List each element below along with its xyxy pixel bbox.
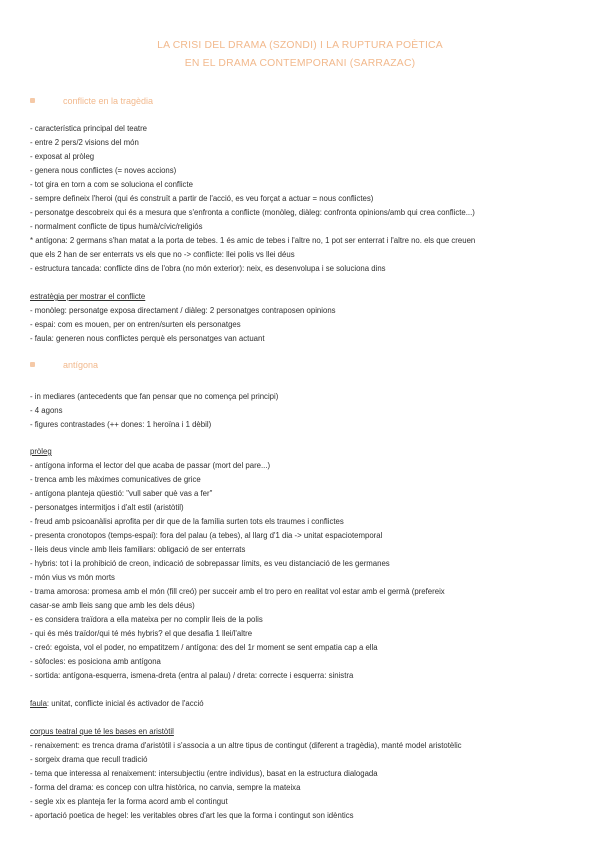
text-line: - sempre defineix l'heroi (qui és construït a partir de l'acció, es veu forçat a actuar = nous conflictes): [30, 194, 374, 203]
text-line: - entre 2 pers/2 visions del món: [30, 138, 139, 147]
square-bullet-icon: [30, 362, 35, 367]
text-line: - genera nous conflictes (= noves accions): [30, 166, 177, 175]
text-line: - segle xix es planteja fer la forma acord amb el contingut: [30, 797, 228, 806]
text-line: - forma del drama: es concep con ultra històrica, no canvia, sempre la mateixa: [30, 783, 301, 792]
text-line: - tot gira en torn a com se soluciona el conflicte: [30, 180, 193, 189]
text-line: - aportació poetica de hegel: les veritables obres d'art les que la forma i contingut son idèntics: [30, 811, 354, 820]
faula-label: faula: [30, 699, 47, 708]
text-line: - freud amb psicoanàlisi aprofita per dir que de la família surten tots els traumes i conflictes: [30, 517, 344, 526]
text-line: * antígona: 2 germans s'han matat a la porta de tebes. 1 és amic de tebes i l'altre no, 1 pot ser enterrat i l'altre no. els que creuen: [30, 236, 476, 245]
text-line: - 4 agons: [30, 406, 63, 415]
text-line: casar-se amb lleis sang que amb les dels déus): [30, 601, 195, 610]
text-line: - trama amorosa: promesa amb el món (fill creó) per succeir amb el tro pero en realitat vol estar amb el germà (prefereix: [30, 587, 445, 596]
text-line: - exposat al pròleg: [30, 152, 95, 161]
document-title-line2: EN EL DRAMA CONTEMPORANI (SARRAZAC): [184, 58, 416, 69]
section-heading-text: conflicte en la tragèdia: [63, 96, 154, 106]
text-line: - tema que interessa al renaixement: intersubjectiu (entre individus), basat en la estructura dialogada: [30, 769, 378, 778]
text-line: - espai: com es mouen, per on entren/surten els personatges: [30, 320, 241, 329]
section-heading-antigona: [30, 359, 98, 371]
text-line: - antígona planteja qüestió: "vull saber què vas a fer": [30, 489, 213, 498]
section-heading-text: antígona: [63, 360, 99, 370]
text-line: - sòfocles: es posiciona amb antígona: [30, 657, 161, 666]
text-line: que els 2 han de ser enterrats vs els que no -> conflicte: llei polis vs llei déus: [30, 250, 295, 259]
text-line: - personatges intermitjos i d'alt estil (aristòtil): [30, 503, 184, 512]
square-bullet-icon: [30, 98, 35, 103]
text-line: - qui és més traïdor/qui té més hybris? el que desafia 1 llei/l'altre: [30, 629, 253, 638]
text-line: - es considera traïdora a ella mateixa per no complir lleis de la polis: [30, 615, 263, 624]
text-line: - món vius vs món morts: [30, 573, 115, 582]
text-line: - estructura tancada: conflicte dins de l'obra (no món exterior): neix, es desenvolupa i se soluciona dins: [30, 264, 386, 273]
text-line: - lleis deus vincle amb lleis familiars: obligació de ser enterrats: [30, 545, 246, 554]
text-line: - presenta cronotopos (temps-espai): fora del palau (a tebes), al llarg d'1 dia -> unitat espaciotemporal: [30, 531, 383, 540]
subheading-strategy: estratègia per mostrar el conflicte: [30, 292, 146, 301]
faula-line: [30, 698, 204, 709]
text-line: - in mediares (antecedents que fan pensar que no comença pel principi): [30, 392, 279, 401]
text-line: - normalment conflicte de tipus humà/cívic/religiós: [30, 222, 203, 231]
subheading-proleg: pròleg: [30, 447, 52, 456]
text-line: - antígona informa el lector del que acaba de passar (mort del pare...): [30, 461, 271, 470]
text-line: - trenca amb les màximes comunicatives de grice: [30, 475, 201, 484]
text-line: - sortida: antígona-esquerra, ismena-dreta (entra al palau) / dreta: correcte i esquerra: sinistra: [30, 671, 354, 680]
text-line: - personatge descobreix qui és a mesura que s'enfronta a conflicte (monòleg, diàleg: confronta opinions/amb qui crea conflicte...): [30, 208, 475, 217]
text-line: - hybris: tot i la prohibició de creon, indicació de sobrepassar límits, es veu distanciació de les germanes: [30, 559, 390, 568]
section-heading-conflict: [30, 95, 153, 107]
text-line: - monòleg: personatge exposa directament / diàleg: 2 personatges contraposen opinions: [30, 306, 336, 315]
text-line: - renaixement: es trenca drama d'aristòtil i s'associa a un altre tipus de contingut (diferent a tragèdia), manté model aristotèlic: [30, 741, 462, 750]
faula-text: : unitat, conflicte inicial és activador de l'acció: [46, 699, 204, 708]
text-line: - característica principal del teatre: [30, 124, 148, 133]
text-line: - faula: generen nous conflictes perquè els personatges van actuant: [30, 334, 265, 343]
text-line: - figures contrastades (++ dones: 1 heroïna i 1 dèbil): [30, 420, 212, 429]
text-line: - sorgeix drama que recull tradició: [30, 755, 148, 764]
document-title-line1: LA CRISI DEL DRAMA (SZONDI) I LA RUPTURA POÈTICA: [157, 40, 443, 51]
text-line: - creó: egoista, vol el poder, no empatitzem / antígona: des del 1r moment se sent empatia cap a ella: [30, 643, 378, 652]
subheading-corpus: corpus teatral que té les bases en aristòtil: [30, 727, 174, 736]
